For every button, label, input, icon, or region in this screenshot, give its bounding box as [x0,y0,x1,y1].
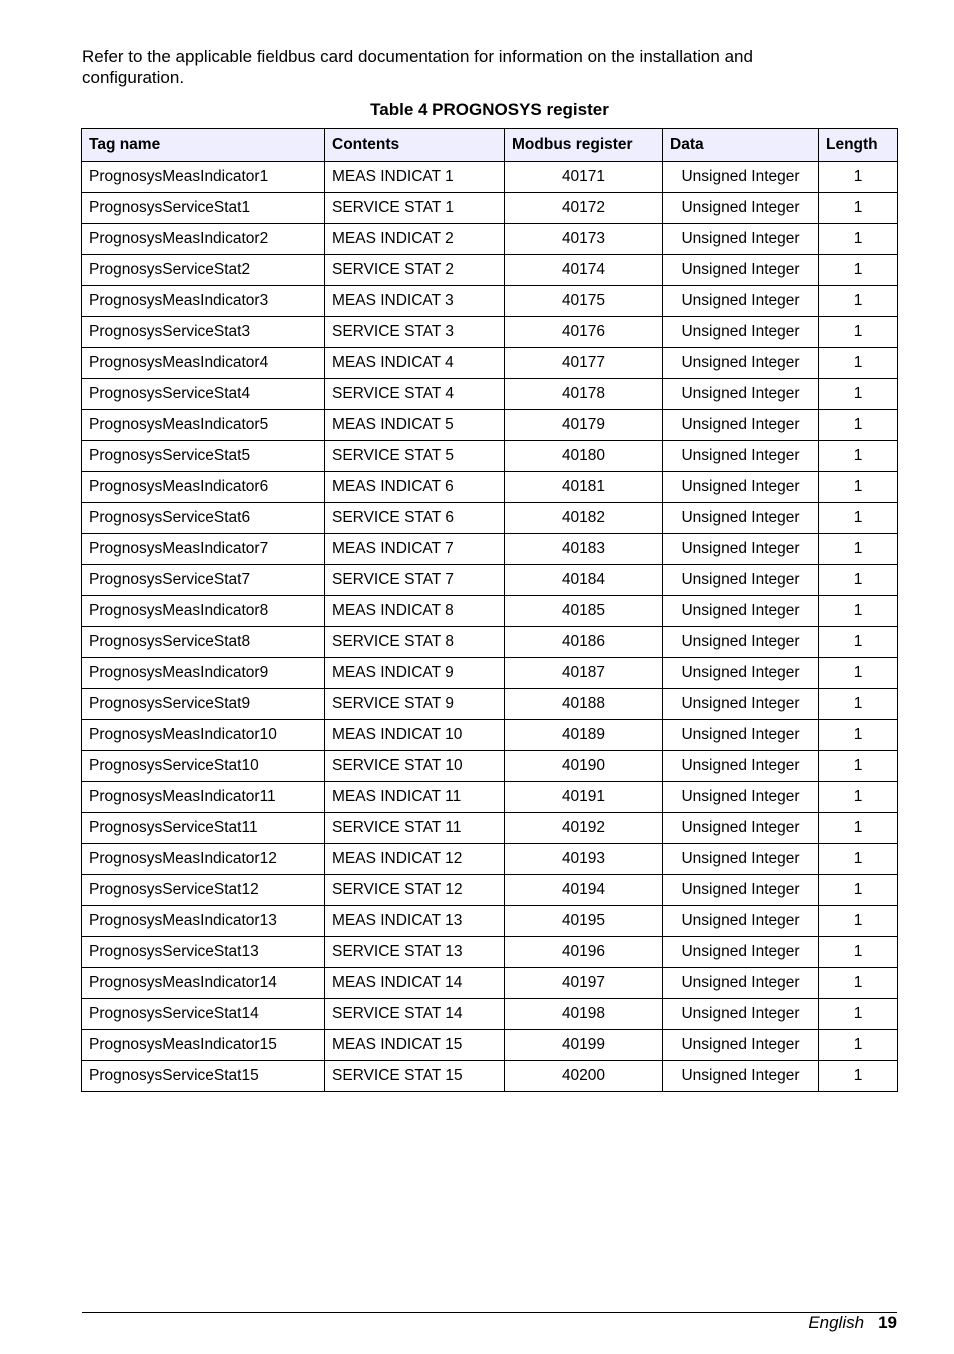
cell-length: 1 [819,565,898,596]
cell-contents: MEAS INDICAT 7 [325,534,505,565]
cell-data: Unsigned Integer [663,317,819,348]
cell-tag-name: PrognosysServiceStat13 [82,937,325,968]
cell-modbus-register: 40183 [505,534,663,565]
cell-length: 1 [819,472,898,503]
cell-tag-name: PrognosysServiceStat2 [82,255,325,286]
cell-contents: MEAS INDICAT 9 [325,658,505,689]
cell-modbus-register: 40172 [505,193,663,224]
cell-tag-name: PrognosysMeasIndicator11 [82,782,325,813]
table-row [82,348,898,379]
cell-tag-name: PrognosysServiceStat3 [82,317,325,348]
cell-tag-name: PrognosysMeasIndicator7 [82,534,325,565]
header-modbus-register: Modbus register [505,129,663,162]
cell-data: Unsigned Integer [663,565,819,596]
cell-modbus-register: 40194 [505,875,663,906]
cell-data: Unsigned Integer [663,255,819,286]
cell-length: 1 [819,906,898,937]
table-row [82,379,898,410]
cell-data: Unsigned Integer [663,782,819,813]
cell-modbus-register: 40177 [505,348,663,379]
table-row [82,255,898,286]
table-row [82,162,898,193]
cell-tag-name: PrognosysServiceStat11 [82,813,325,844]
cell-contents: MEAS INDICAT 4 [325,348,505,379]
cell-contents: SERVICE STAT 4 [325,379,505,410]
cell-data: Unsigned Integer [663,348,819,379]
table-row [82,782,898,813]
cell-modbus-register: 40191 [505,782,663,813]
cell-tag-name: PrognosysServiceStat9 [82,689,325,720]
cell-length: 1 [819,782,898,813]
header-tag-name: Tag name [82,129,325,162]
table-caption: Table 4 PROGNOSYS register [370,100,609,119]
cell-modbus-register: 40199 [505,1030,663,1061]
cell-data: Unsigned Integer [663,968,819,999]
cell-length: 1 [819,379,898,410]
table-row [82,472,898,503]
cell-contents: MEAS INDICAT 8 [325,596,505,627]
cell-tag-name: PrognosysMeasIndicator2 [82,224,325,255]
cell-modbus-register: 40195 [505,906,663,937]
cell-modbus-register: 40197 [505,968,663,999]
cell-length: 1 [819,999,898,1030]
cell-length: 1 [819,348,898,379]
cell-length: 1 [819,534,898,565]
cell-length: 1 [819,410,898,441]
cell-tag-name: PrognosysServiceStat14 [82,999,325,1030]
cell-length: 1 [819,813,898,844]
cell-length: 1 [819,627,898,658]
cell-modbus-register: 40189 [505,720,663,751]
table-row [82,627,898,658]
cell-tag-name: PrognosysServiceStat6 [82,503,325,534]
cell-tag-name: PrognosysServiceStat10 [82,751,325,782]
cell-contents: SERVICE STAT 3 [325,317,505,348]
cell-length: 1 [819,1061,898,1092]
cell-tag-name: PrognosysMeasIndicator3 [82,286,325,317]
cell-modbus-register: 40192 [505,813,663,844]
cell-data: Unsigned Integer [663,224,819,255]
cell-modbus-register: 40190 [505,751,663,782]
table-row [82,565,898,596]
table-row [82,1061,898,1092]
cell-tag-name: PrognosysMeasIndicator15 [82,1030,325,1061]
table-row [82,689,898,720]
table-row [82,968,898,999]
cell-data: Unsigned Integer [663,441,819,472]
cell-modbus-register: 40187 [505,658,663,689]
header-data: Data [663,129,819,162]
cell-length: 1 [819,968,898,999]
cell-contents: SERVICE STAT 13 [325,937,505,968]
cell-modbus-register: 40185 [505,596,663,627]
cell-length: 1 [819,937,898,968]
table-row [82,534,898,565]
cell-modbus-register: 40178 [505,379,663,410]
table-row [82,286,898,317]
cell-contents: SERVICE STAT 1 [325,193,505,224]
cell-contents: MEAS INDICAT 1 [325,162,505,193]
table-row [82,1030,898,1061]
table-row [82,751,898,782]
cell-contents: MEAS INDICAT 11 [325,782,505,813]
cell-length: 1 [819,317,898,348]
cell-tag-name: PrognosysMeasIndicator9 [82,658,325,689]
cell-contents: SERVICE STAT 7 [325,565,505,596]
cell-contents: MEAS INDICAT 14 [325,968,505,999]
cell-data: Unsigned Integer [663,472,819,503]
cell-contents: SERVICE STAT 2 [325,255,505,286]
prognosys-register-table [81,128,898,1092]
cell-length: 1 [819,224,898,255]
cell-modbus-register: 40171 [505,162,663,193]
table-row [82,503,898,534]
cell-length: 1 [819,441,898,472]
cell-contents: MEAS INDICAT 13 [325,906,505,937]
cell-data: Unsigned Integer [663,1061,819,1092]
cell-contents: MEAS INDICAT 2 [325,224,505,255]
cell-modbus-register: 40198 [505,999,663,1030]
cell-contents: SERVICE STAT 6 [325,503,505,534]
cell-length: 1 [819,844,898,875]
cell-tag-name: PrognosysServiceStat8 [82,627,325,658]
cell-modbus-register: 40200 [505,1061,663,1092]
cell-data: Unsigned Integer [663,1030,819,1061]
cell-tag-name: PrognosysServiceStat7 [82,565,325,596]
cell-contents: MEAS INDICAT 6 [325,472,505,503]
table-row [82,844,898,875]
cell-modbus-register: 40173 [505,224,663,255]
cell-data: Unsigned Integer [663,410,819,441]
cell-contents: SERVICE STAT 9 [325,689,505,720]
cell-data: Unsigned Integer [663,193,819,224]
cell-data: Unsigned Integer [663,162,819,193]
cell-contents: SERVICE STAT 8 [325,627,505,658]
table-row [82,720,898,751]
cell-tag-name: PrognosysMeasIndicator14 [82,968,325,999]
cell-modbus-register: 40193 [505,844,663,875]
cell-data: Unsigned Integer [663,286,819,317]
cell-length: 1 [819,503,898,534]
cell-tag-name: PrognosysMeasIndicator12 [82,844,325,875]
cell-length: 1 [819,193,898,224]
cell-modbus-register: 40186 [505,627,663,658]
cell-length: 1 [819,689,898,720]
table-row [82,658,898,689]
table-row [82,441,898,472]
cell-data: Unsigned Integer [663,751,819,782]
cell-tag-name: PrognosysMeasIndicator5 [82,410,325,441]
cell-tag-name: PrognosysServiceStat1 [82,193,325,224]
cell-data: Unsigned Integer [663,658,819,689]
cell-data: Unsigned Integer [663,999,819,1030]
cell-contents: SERVICE STAT 5 [325,441,505,472]
cell-data: Unsigned Integer [663,875,819,906]
cell-modbus-register: 40184 [505,565,663,596]
cell-data: Unsigned Integer [663,813,819,844]
cell-data: Unsigned Integer [663,844,819,875]
cell-data: Unsigned Integer [663,689,819,720]
footer-language: English [808,1313,865,1332]
cell-length: 1 [819,658,898,689]
cell-modbus-register: 40196 [505,937,663,968]
cell-contents: SERVICE STAT 15 [325,1061,505,1092]
cell-tag-name: PrognosysMeasIndicator10 [82,720,325,751]
cell-modbus-register: 40182 [505,503,663,534]
cell-contents: SERVICE STAT 11 [325,813,505,844]
cell-modbus-register: 40174 [505,255,663,286]
cell-contents: MEAS INDICAT 10 [325,720,505,751]
cell-contents: MEAS INDICAT 12 [325,844,505,875]
table-row [82,999,898,1030]
table-row [82,906,898,937]
cell-tag-name: PrognosysServiceStat5 [82,441,325,472]
cell-length: 1 [819,255,898,286]
table-row [82,875,898,906]
cell-modbus-register: 40175 [505,286,663,317]
cell-data: Unsigned Integer [663,379,819,410]
table-row [82,937,898,968]
cell-length: 1 [819,720,898,751]
cell-data: Unsigned Integer [663,503,819,534]
cell-data: Unsigned Integer [663,906,819,937]
table-header-row [82,129,898,162]
intro-paragraph: Refer to the applicable fieldbus card documentation for information on the installation and configuration. [82,47,753,87]
cell-modbus-register: 40180 [505,441,663,472]
cell-modbus-register: 40181 [505,472,663,503]
cell-tag-name: PrognosysMeasIndicator4 [82,348,325,379]
cell-data: Unsigned Integer [663,720,819,751]
cell-length: 1 [819,875,898,906]
cell-modbus-register: 40176 [505,317,663,348]
cell-data: Unsigned Integer [663,627,819,658]
cell-tag-name: PrognosysServiceStat15 [82,1061,325,1092]
cell-tag-name: PrognosysMeasIndicator8 [82,596,325,627]
table-body [82,162,898,1092]
cell-length: 1 [819,162,898,193]
cell-length: 1 [819,286,898,317]
cell-modbus-register: 40179 [505,410,663,441]
cell-data: Unsigned Integer [663,937,819,968]
footer-divider [82,1312,897,1313]
cell-data: Unsigned Integer [663,596,819,627]
cell-contents: SERVICE STAT 14 [325,999,505,1030]
cell-contents: MEAS INDICAT 3 [325,286,505,317]
cell-contents: MEAS INDICAT 15 [325,1030,505,1061]
page-footer [808,1312,897,1334]
header-contents: Contents [325,129,505,162]
table-row [82,410,898,441]
header-length: Length [819,129,898,162]
table-row [82,317,898,348]
cell-contents: SERVICE STAT 12 [325,875,505,906]
cell-contents: SERVICE STAT 10 [325,751,505,782]
cell-length: 1 [819,751,898,782]
page-number: 19 [878,1313,897,1332]
table-row [82,193,898,224]
cell-data: Unsigned Integer [663,534,819,565]
cell-length: 1 [819,1030,898,1061]
cell-tag-name: PrognosysMeasIndicator1 [82,162,325,193]
cell-tag-name: PrognosysMeasIndicator6 [82,472,325,503]
cell-tag-name: PrognosysServiceStat12 [82,875,325,906]
cell-tag-name: PrognosysMeasIndicator13 [82,906,325,937]
cell-contents: MEAS INDICAT 5 [325,410,505,441]
table-row [82,813,898,844]
table-row [82,596,898,627]
cell-modbus-register: 40188 [505,689,663,720]
table-row [82,224,898,255]
cell-length: 1 [819,596,898,627]
cell-tag-name: PrognosysServiceStat4 [82,379,325,410]
